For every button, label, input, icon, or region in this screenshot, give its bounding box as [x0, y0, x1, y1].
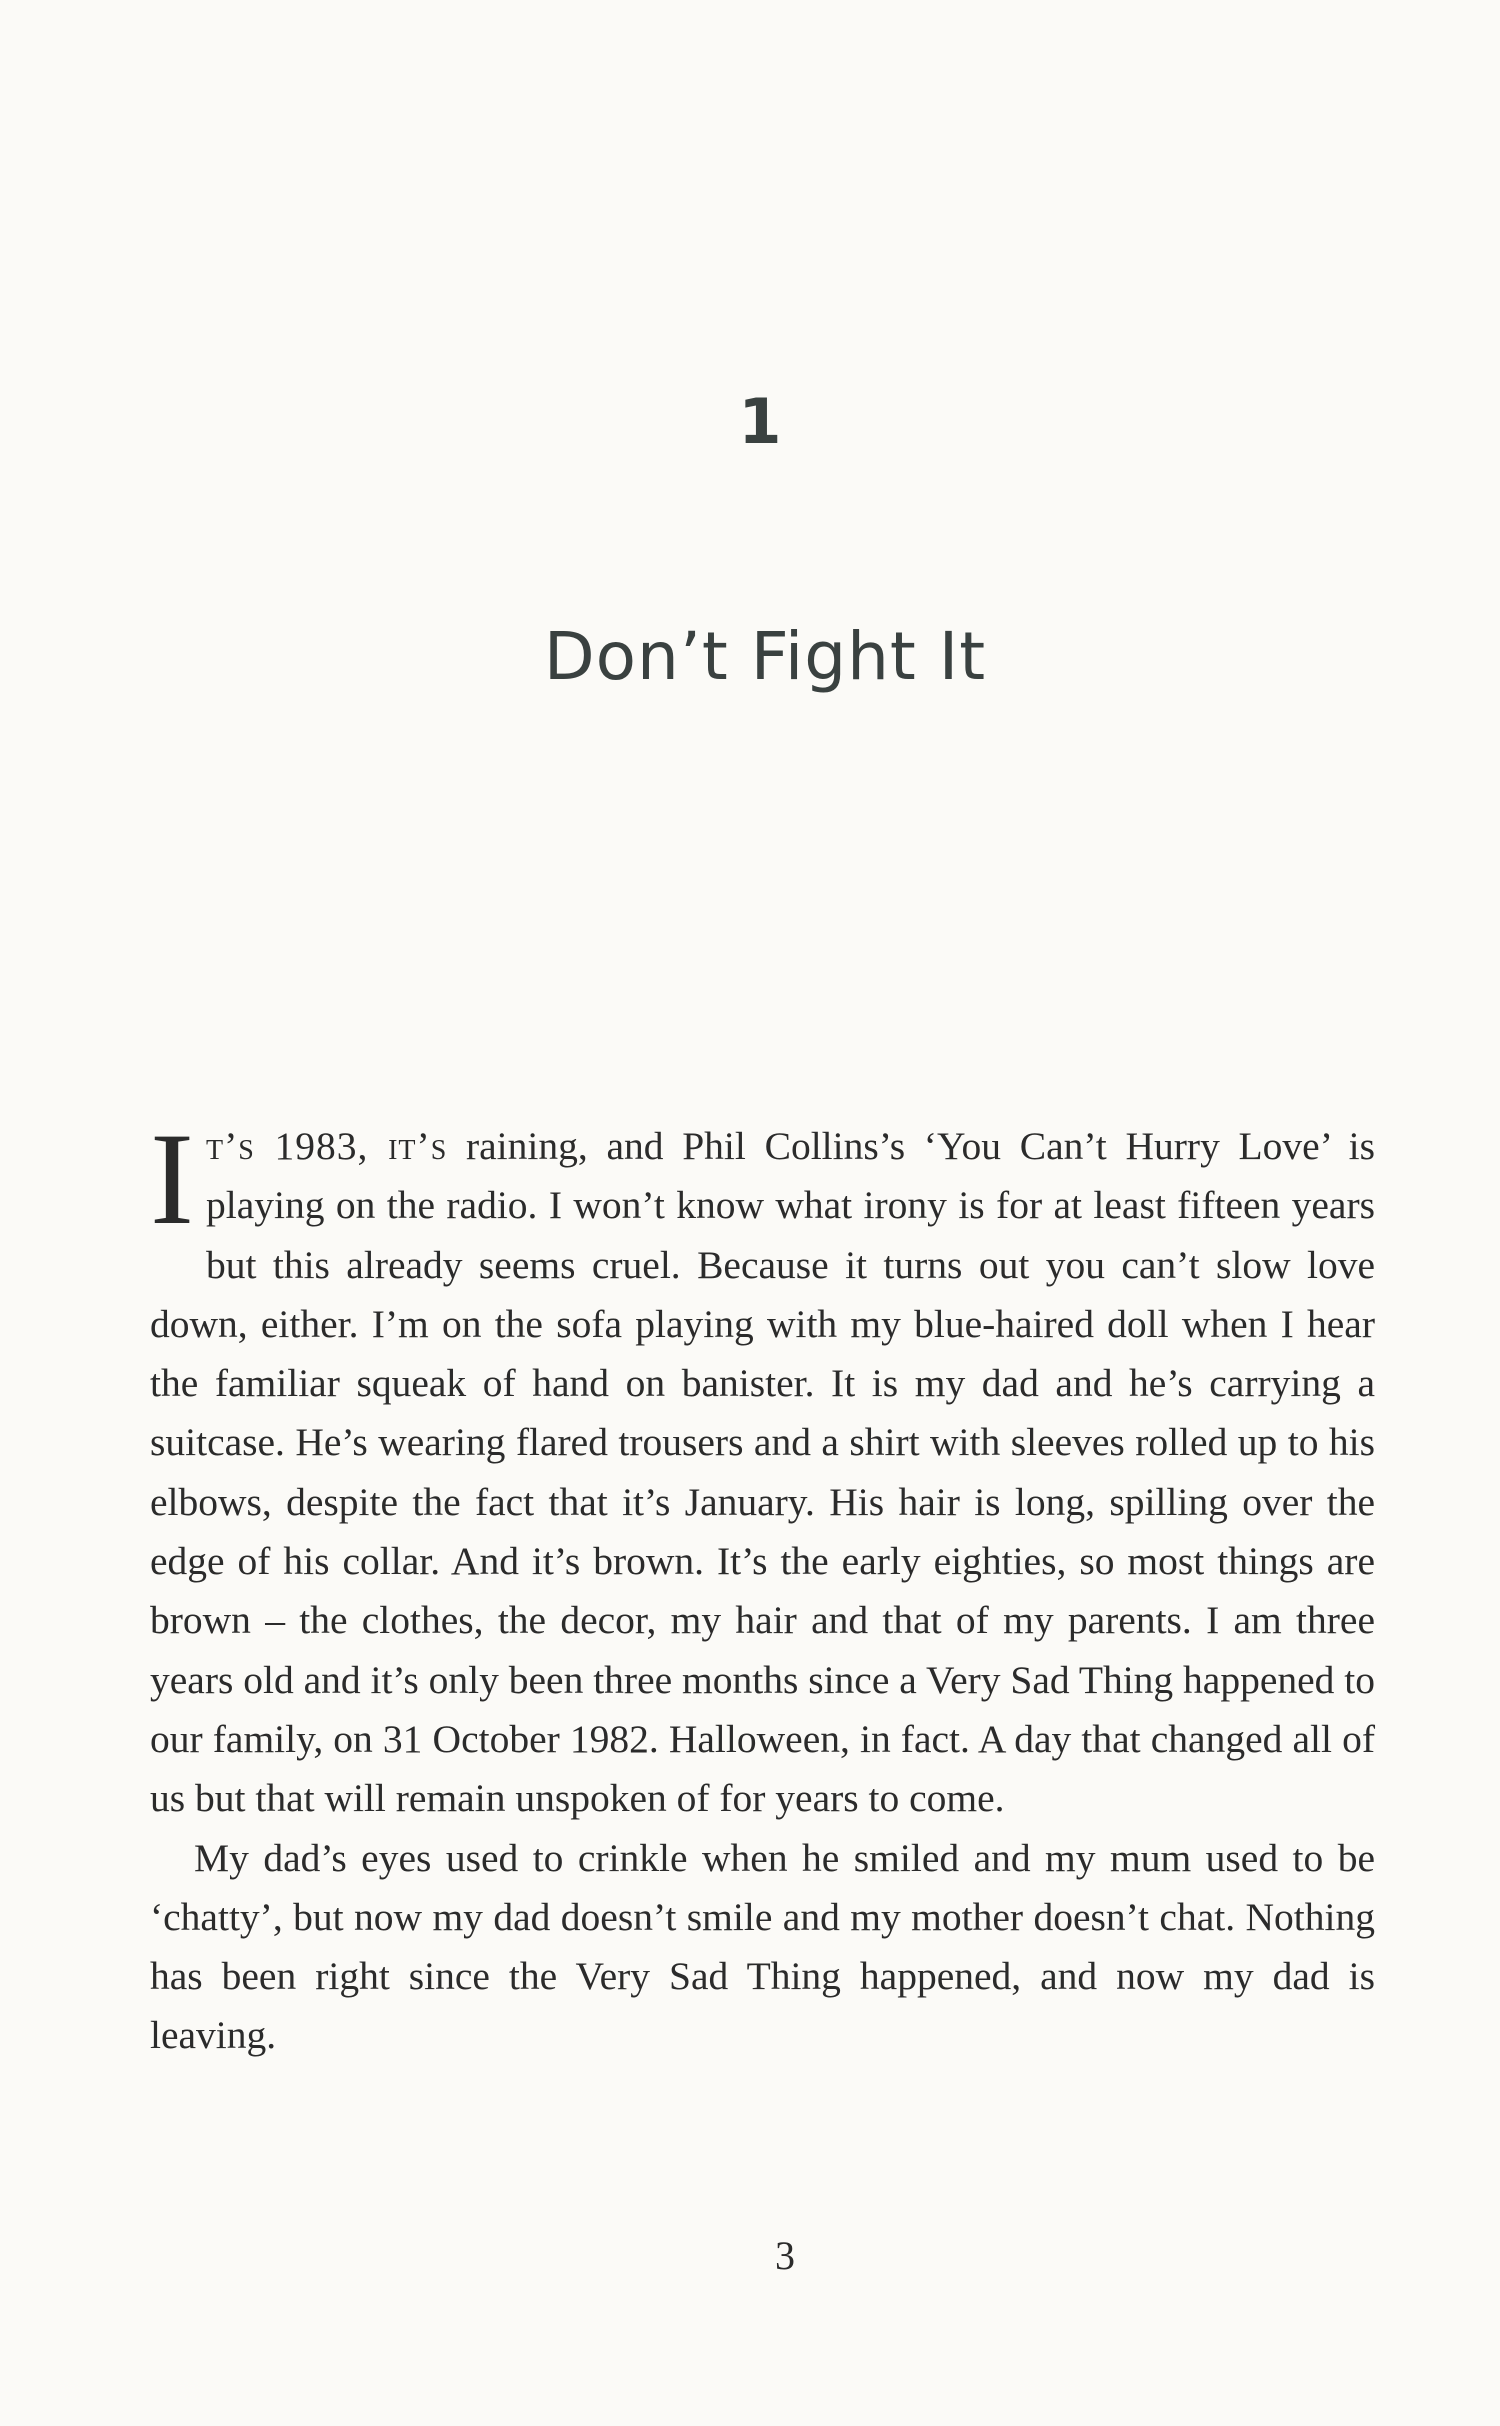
drop-cap: I [150, 1105, 194, 1252]
paragraph-2: My dad’s eyes used to crinkle when he smiled and my mum used to be ‘chatty’, but now my dad doesn’t smile and my mother doesn’t chat. Nothing has been right since the Very Sad Thing happened, and now my dad is leaving. [150, 1835, 1375, 2058]
page-number: 3 [775, 2233, 795, 2278]
chapter-number: 1 [738, 385, 782, 458]
paragraph-1-text: raining, and Phil Collins’s ‘You Can’t Hurry Love’ is playing on the radio. I won’t know what irony is for at least fifteen years but this already seems cruel. Because it turns out you can’t slow love down, either. I’m on the sofa playing with my blue-haired doll when I hear the familiar squeak of hand on banister. It is my dad and he’s carrying a suitcase. He’s wearing flared trousers and a shirt with sleeves rolled up to his elbows, despite the fact that it’s January. His hair is long, spilling over the edge of his collar. And it’s brown. It’s the early eighties, so most things are brown – the clothes, the decor, my hair and that of my parents. I am three years old and it’s only been three months since a Very Sad Thing happened to our family, on 31 October 1982. Halloween, in fact. A day that changed all of us but that will remain unspoken of for years to come. [150, 1124, 1375, 1821]
opening-small-caps: t’s 1983, it’s [205, 1124, 448, 1168]
chapter-body [150, 1105, 1375, 2066]
paragraph-1 [150, 1105, 1375, 1829]
chapter-title: Don’t Fight It [543, 618, 987, 695]
